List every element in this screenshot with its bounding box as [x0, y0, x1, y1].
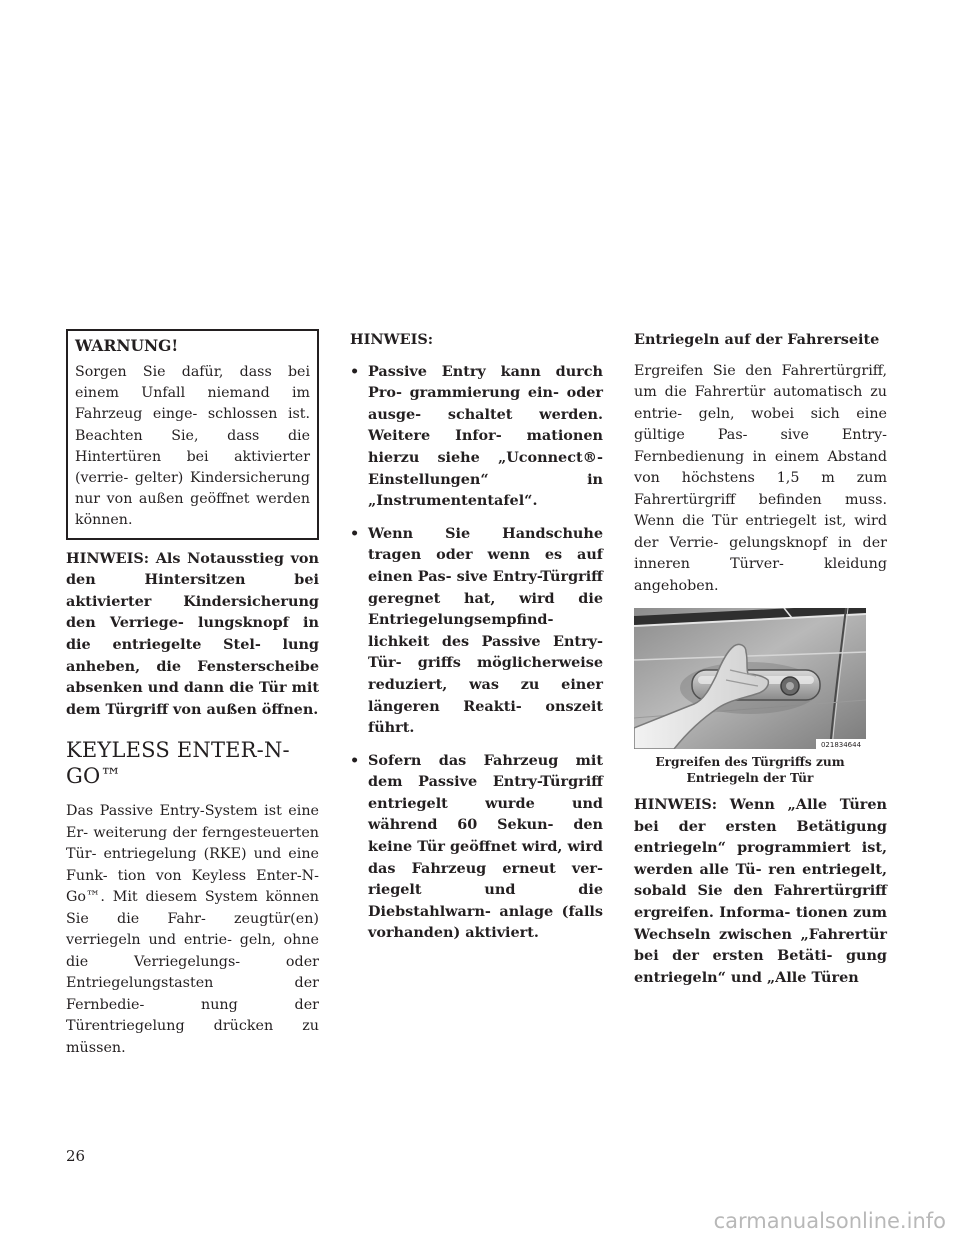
caption-line-1: Ergreifen des Türgriffs zum: [655, 755, 845, 770]
column-middle: [350, 329, 603, 955]
driver-side-heading: Entriegeln auf der Fahrerseite: [634, 331, 880, 348]
caption-line-2: Entriegeln der Tür: [686, 770, 814, 785]
section-title: KEYLESS ENTER-N-GO™: [66, 738, 290, 789]
driver-side-body: Ergreifen Sie den Fahrertürgriff, um die Fahrertür automatisch zu entrie- geln, wobei sich eine gültige Pas- sive Entry-Fernbedienung in einem Abstand von höchstens 1,5 m zum Fahrertürgriff befinden muss. Wenn die Tür entriegelt ist, wird der Verrie- gelungsknopf in der inneren Türver- kleidung angehoben.: [634, 362, 887, 594]
intro-paragraph: Das Passive Entry-System ist eine Er- weiterung der ferngesteuerten Tür- entriegelung (RKE) und eine Funk- tion von Keyless Enter-N-Go™. Mit diesem System können Sie die Fahr- zeugtür(en) verriegeln und entrie- geln, ohne die Verriegelungs- oder Entriegelungstasten der Fernbedie- nung der Türentriegelung drücken zu müssen.: [66, 803, 319, 1056]
child-lock-note: HINWEIS: Als Notausstieg von den Hintersitzen bei aktivierter Kindersicherung den Verriege- lungsknopf in die entriegelte Stel- lung anheben, die Fensterscheibe absenken und dann die Tür mit dem Türgriff von außen öffnen.: [66, 549, 319, 718]
bullet-icon: •: [350, 362, 360, 380]
page-number: 26: [66, 1147, 86, 1165]
notes-heading: HINWEIS:: [350, 331, 434, 348]
warning-title: WARNUNG!: [75, 336, 179, 355]
list-item-text: Passive Entry kann durch Pro- grammierung ein- oder ausge- schaltet werden. Weitere Infor- mationen hierzu siehe „Uconnect®-Einstellungen“ in „Instrumententafel“.: [368, 362, 603, 510]
column-right: [634, 329, 887, 988]
warning-body: Sorgen Sie dafür, dass bei einem Unfall niemand im Fahrzeug einge- schlossen ist. Beachten Sie, dass die Hintertüren bei aktivierter (verrie- gelter) Kindersicherung nur von außen geöffnet werden können.: [75, 364, 310, 529]
list-item-text: Sofern das Fahrzeug mit dem Passive Entry-Türgriff entriegelt wurde und während 60 Sekun- den keine Tür geöffnet wird, wird das Fahrzeug erneut ver- riegelt und die Diebstahlwarn- anlage (falls vorhanden) aktiviert.: [368, 751, 603, 942]
all-doors-note: HINWEIS: Wenn „Alle Türen bei der ersten Betätigung entriegeln“ programmiert ist, werden alle Tü- ren entriegelt, sobald Sie den Fahrertürgriff ergreifen. Informa- tionen zum Wechseln zwischen „Fahrertür bei der ersten Betäti- gung entriegeln“ und „Alle Türen: [634, 796, 887, 986]
warning-box: [66, 329, 319, 540]
figure-code: 021834644: [820, 741, 862, 750]
list-item-text: Wenn Sie Handschuhe tragen oder wenn es auf einen Pas- sive Entry-Türgriff geregnet hat, wird die Entriegelungsempfind- lichkeit des Passive Entry-Tür- griffs möglicherweise reduziert, was zu einer längeren Reakti- onszeit führt.: [368, 524, 603, 737]
door-handle-illustration: [634, 608, 866, 749]
bullet-icon: •: [350, 751, 360, 769]
figure-caption: [634, 755, 866, 786]
column-left: [66, 329, 319, 1059]
notes-list: [350, 361, 603, 944]
list-item: [350, 361, 603, 512]
list-item: [350, 523, 603, 739]
door-handle-figure: [634, 608, 866, 749]
bullet-icon: •: [350, 524, 360, 542]
list-item: [350, 750, 603, 944]
watermark: carmanualsonline.info: [713, 1209, 946, 1233]
